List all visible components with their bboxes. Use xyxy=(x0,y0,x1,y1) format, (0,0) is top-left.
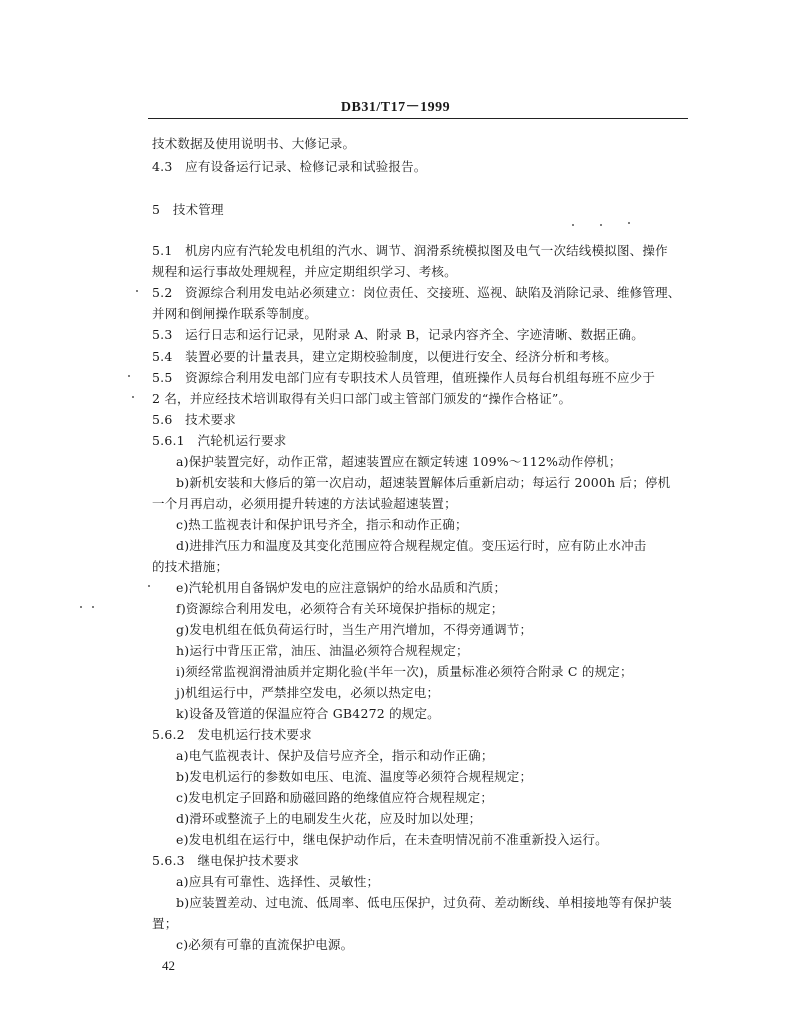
page-number: 42 xyxy=(162,958,175,973)
text-line: 技术数据及使用说明书、大修记录。 xyxy=(152,136,356,151)
scan-speck xyxy=(572,224,574,226)
list-item: a)应具有可靠性、选择性、灵敏性； xyxy=(176,874,380,889)
scan-speck xyxy=(80,606,82,608)
section-5-2: 5.2 资源综合利用发电站必须建立：岗位责任、交接班、巡视、缺陷及消除记录、维修管理、 xyxy=(152,285,681,300)
list-item: e)汽轮机用自备锅炉发电的应注意锅炉的给水品质和汽质； xyxy=(176,580,507,595)
list-item: a)电气监视表计、保护及信号应齐全，指示和动作正确； xyxy=(176,748,494,763)
list-item: i)须经常监视润滑油质并定期化验(半年一次)，质量标准必须符合附录 C 的规定； xyxy=(176,664,633,679)
section-5-3: 5.3 运行日志和运行记录，见附录 A、附录 B，记录内容齐全、字迹清晰、数据正确。 xyxy=(152,327,644,342)
section-5-heading: 5 技术管理 xyxy=(152,202,224,217)
section-4-3: 4.3 应有设备运行记录、检修记录和试验报告。 xyxy=(152,159,427,174)
section-5-6-1: 5.6.1 汽轮机运行要求 xyxy=(152,433,287,448)
list-item: b)发电机运行的参数如电压、电流、温度等必须符合规程规定； xyxy=(176,769,533,784)
list-item: h)运行中背压正常，油压、油温必须符合规程规定； xyxy=(176,643,469,658)
list-item: c)发电机定子回路和励磁回路的绝缘值应符合规程规定； xyxy=(176,790,494,805)
scan-speck xyxy=(628,222,630,224)
list-item: d)滑环或整流子上的电刷发生火花，应及时加以处理； xyxy=(176,811,482,826)
section-5-6-2: 5.6.2 发电机运行技术要求 xyxy=(152,727,312,742)
section-5-4: 5.4 装置必要的计量表具，建立定期校验制度，以便进行安全、经济分析和考核。 xyxy=(152,349,617,364)
text-line: 置； xyxy=(152,916,178,931)
section-5-1: 5.1 机房内应有汽轮发电机组的汽水、调节、润滑系统模拟图及电气一次结线模拟图、操作 xyxy=(152,243,668,258)
list-item: c)必须有可靠的直流保护电源。 xyxy=(176,937,354,952)
text-line: 规程和运行事故处理规程，并应定期组织学习、考核。 xyxy=(152,264,457,279)
scan-speck xyxy=(132,396,134,398)
list-item: k)设备及管道的保温应符合 GB4272 的规定。 xyxy=(176,706,440,721)
list-item: g)发电机组在低负荷运行时，当生产用汽增加，不得旁通调节； xyxy=(176,622,533,637)
scan-speck xyxy=(136,290,138,292)
section-5-6-3: 5.6.3 继电保护技术要求 xyxy=(152,853,300,868)
list-item: c)热工监视表计和保护讯号齐全，指示和动作正确； xyxy=(176,517,468,532)
list-item: e)发电机组在运行中，继电保护动作后，在未查明情况前不准重新投入运行。 xyxy=(176,832,608,847)
text-line: 2 名，并应经技术培训取得有关归口部门或主管部门颁发的“操作合格证”。 xyxy=(152,391,572,406)
section-5-6: 5.6 技术要求 xyxy=(152,412,236,427)
text-line: 的技术措施； xyxy=(152,559,229,574)
header-rule xyxy=(148,118,688,119)
list-item: f)资源综合利用发电，必须符合有关环境保护指标的规定； xyxy=(176,601,504,616)
list-item: d)进排汽压力和温度及其变化范围应符合规程规定值。变压运行时，应有防止水冲击 xyxy=(176,538,647,553)
list-item: b)应装置差动、过电流、低周率、低电压保护，过负荷、差动断线、单相接地等有保护装 xyxy=(176,895,672,910)
list-item: b)新机安装和大修后的第一次启动，超速装置解体后重新启动；每运行 2000h 后；停机 xyxy=(176,475,671,490)
section-5-5: 5.5 资源综合利用发电部门应有专职技术人员管理，值班操作人员每台机组每班不应少于 xyxy=(152,370,656,385)
text-line: 并网和倒闸操作联系等制度。 xyxy=(152,306,318,321)
scan-speck xyxy=(92,606,94,608)
scan-speck xyxy=(148,585,150,587)
scan-speck xyxy=(600,224,602,226)
text-line: 一个月再启动，必须用提升转速的方法试验超速装置； xyxy=(152,496,457,511)
list-item: j)机组运行中，严禁排空发电，必须以热定电； xyxy=(176,685,440,700)
standard-code: DB31/T17－1999 xyxy=(340,100,451,115)
scan-speck xyxy=(128,375,130,377)
list-item: a)保护装置完好，动作正常，超速装置应在额定转速 109%～112%动作停机； xyxy=(176,454,622,469)
